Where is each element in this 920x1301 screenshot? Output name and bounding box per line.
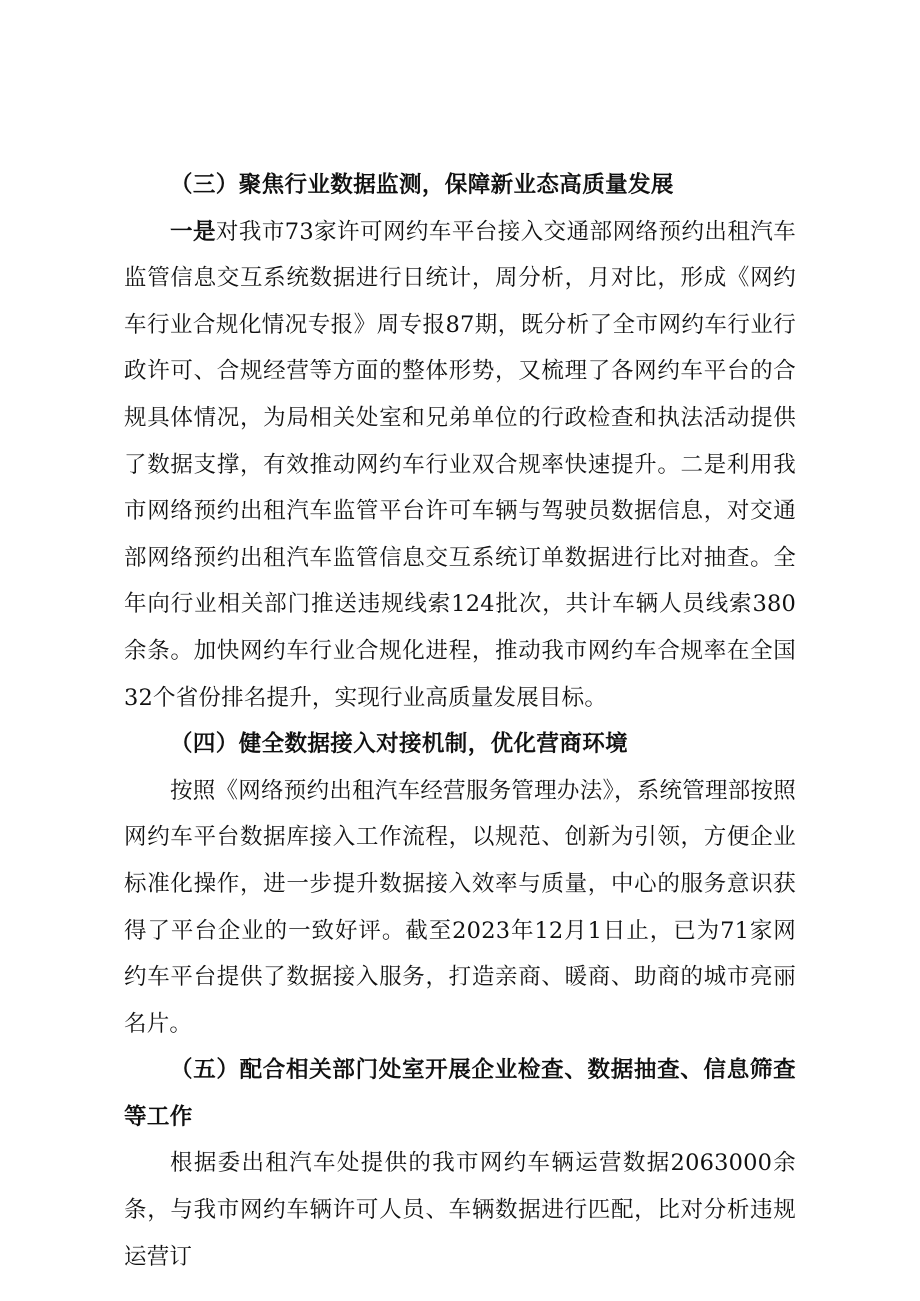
document-body [124, 162, 796, 1280]
section-heading-4: （四）健全数据接入对接机制，优化营商环境 [170, 731, 629, 758]
section-4-paragraph: 按照《网络预约出租汽车经营服务管理办法》，系统管理部按照网约车平台数据库接入工作流程，以规范、创新为引领，方便企业标准化操作，进一步提升数据接入效率与质量，中心的服务意识获得了平台企业的一致好评。截至2023年12月1日止，已为71家网约车平台提供了数据接入服务，打造亲商、暖商、助商的城市亮丽名片。 [124, 777, 796, 1037]
section-heading-5: （五）配合相关部门处室开展企业检查、数据抽查、信息筛查等工作 [124, 1057, 796, 1130]
paragraph-text: 对我市73家许可网约车平台接入交通部网络预约出租汽车监管信息交互系统数据进行日统计，周分析，月对比，形成《网约车行业合规化情况专报》周专报87期，既分析了全市网约车行业行政许可、合规经营等方面的整体形势，又梳理了各网约车平台的合规具体情况，为局相关处室和兄弟单位的行政检查和执法活动提供了数据支撑，有效推动网约车行业双合规率快速提升。二是利用我市网络预约出租汽车监管平台许可车辆与驾驶员数据信息，对交通部网络预约出租汽车监管信息交互系统订单数据进行比对抽查。全年向行业相关部门推送违规线索124批次，共计车辆人员线索380余条。加快网约车行业合规化进程，推动我市网约车合规率在全国32个省份排名提升，实现行业高质量发展目标。 [124, 218, 796, 711]
paragraph-lead-term: 一是 [170, 218, 216, 245]
section-3-paragraph [124, 209, 796, 722]
section-5-paragraph: 根据委出租汽车处提供的我市网约车辆运营数据2063000余条，与我市网约车辆许可人员、车辆数据进行匹配，比对分析违规运营订 [124, 1150, 796, 1270]
section-heading-3: （三）聚焦行业数据监测，保障新业态高质量发展 [170, 172, 674, 198]
